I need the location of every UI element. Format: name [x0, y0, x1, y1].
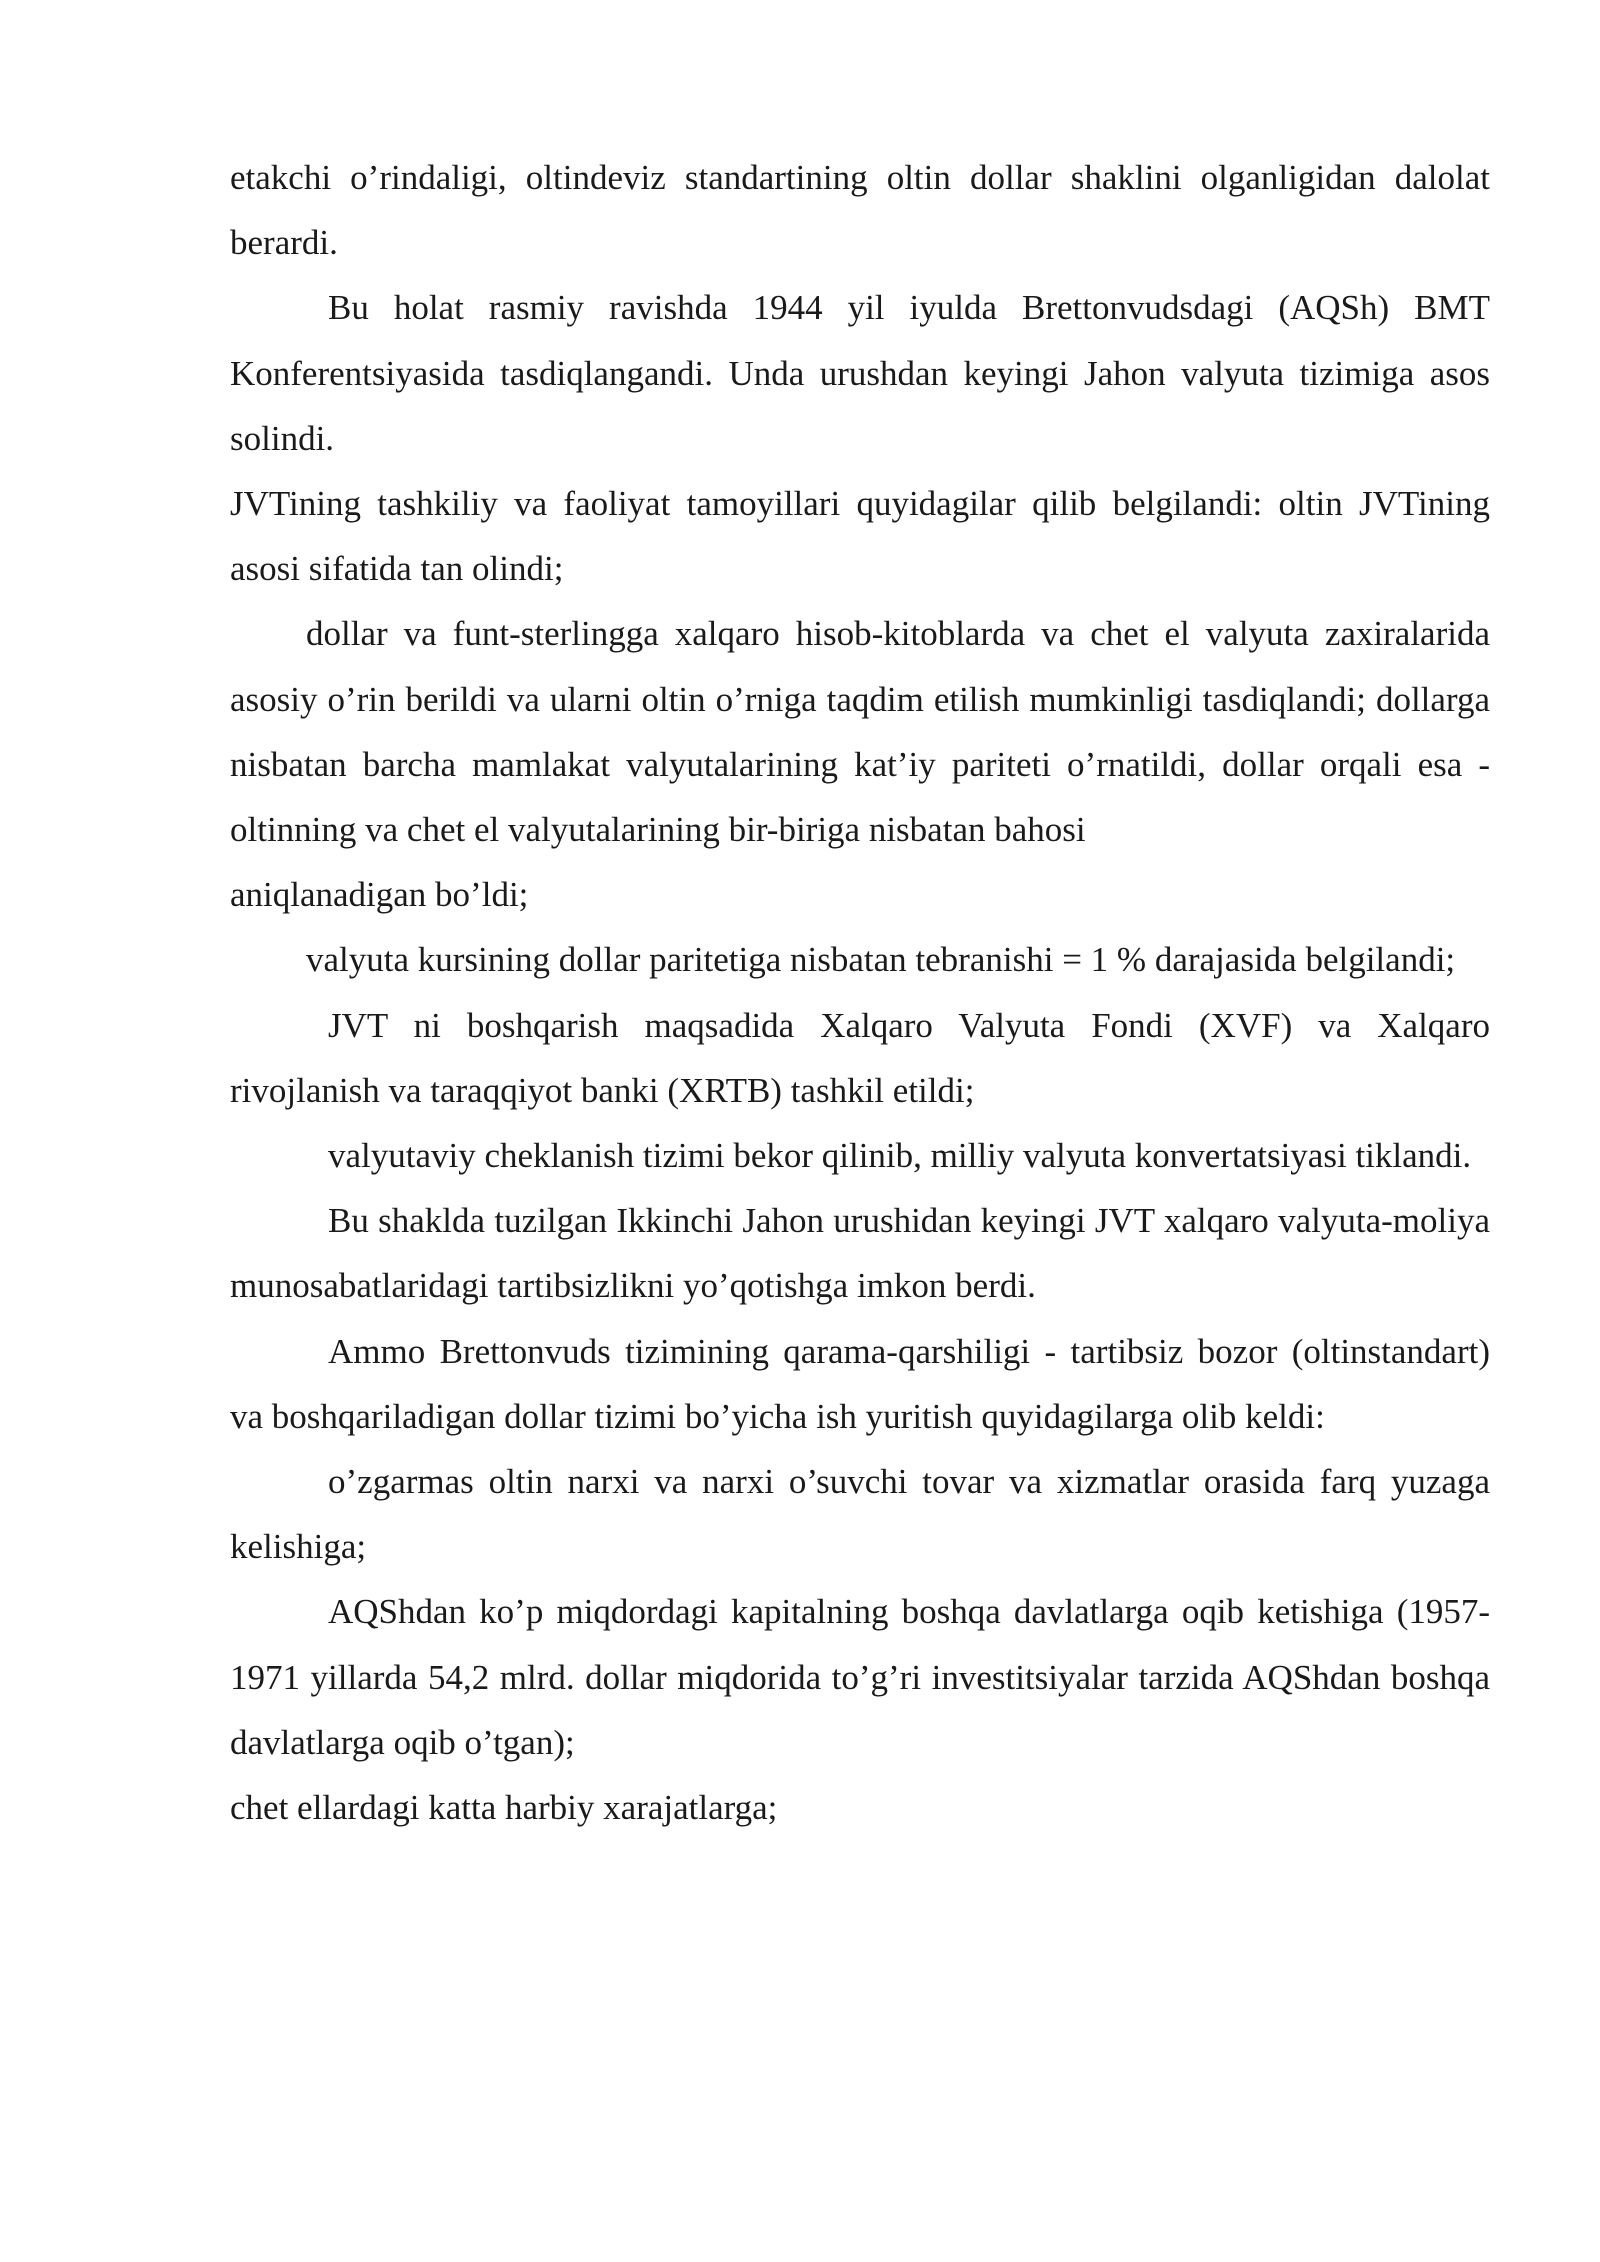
paragraph: Ammo Brettonvuds tizimining qarama-qarshiligi - tartibsiz bozor (oltinstandart) va boshqariladigan dollar tizimi bo’yicha ish yuritish quyidagilarga olib keldi: [230, 1331, 1490, 1436]
paragraph: AQShdan ko’p miqdordagi kapitalning boshqa davlatlarga oqib ketishiga (1957-1971 yillarda 54,2 mlrd. dollar miqdorida to’g’ri investitsiyalar tarzida AQShdan boshqa davlatlarga oqib o’tgan); [230, 1592, 1490, 1762]
paragraph: JVT ni boshqarish maqsadida Xalqaro Valyuta Fondi (XVF) va Xalqaro rivojlanish va taraqqiyot banki (XRTB) tashkil etildi; [230, 1005, 1490, 1110]
paragraph: o’zgarmas oltin narxi va narxi o’suvchi tovar va xizmatlar orasida farq yuzaga kelishiga; [230, 1462, 1490, 1567]
paragraph: valyutaviy cheklanish tizimi bekor qilinib, milliy valyuta konvertatsiyasi tiklandi. [328, 1136, 1472, 1176]
paragraph: dollar va funt-sterlingga xalqaro hisob-kitoblarda va chet el valyuta zaxiralarida asosiy o’rin berildi va ularni oltin o’rniga taqdim etilish mumkinligi tasdiqlandi; dollarga nisbatan barcha mamlakat valyutalarining kat’iy pariteti o’rnatildi, dollar orqali esa - oltinning va chet el valyutalarining bir-biriga nisbatan bahosi [230, 614, 1490, 850]
paragraph: aniqlanadigan bo’ldi; [230, 875, 529, 915]
paragraph: chet ellardagi katta harbiy xarajatlarga; [230, 1788, 778, 1828]
paragraph: Bu holat rasmiy ravishda 1944 yil iyulda Brettonvudsdagi (AQSh) BMT Konferentsiyasida tasdiqlangandi. Unda urushdan keyingi Jahon valyuta tizimiga asos solindi. [230, 288, 1490, 458]
paragraph: valyuta kursining dollar paritetiga nisbatan tebranishi = 1 % darajasida belgilandi; [306, 940, 1456, 980]
paragraph: JVTining tashkiliy va faoliyat tamoyillari quyidagilar qilib belgilandi: oltin JVTining asosi sifatida tan olindi; [230, 484, 1490, 589]
document-body [230, 145, 1490, 1840]
paragraph: Bu shaklda tuzilgan Ikkinchi Jahon urushidan keyingi JVT xalqaro valyuta-moliya munosabatlaridagi tartibsizlikni yo’qotishga imkon berdi. [230, 1201, 1490, 1306]
paragraph: etakchi o’rindaligi, oltindeviz standartining oltin dollar shaklini olganligidan dalolat berardi. [230, 158, 1490, 263]
